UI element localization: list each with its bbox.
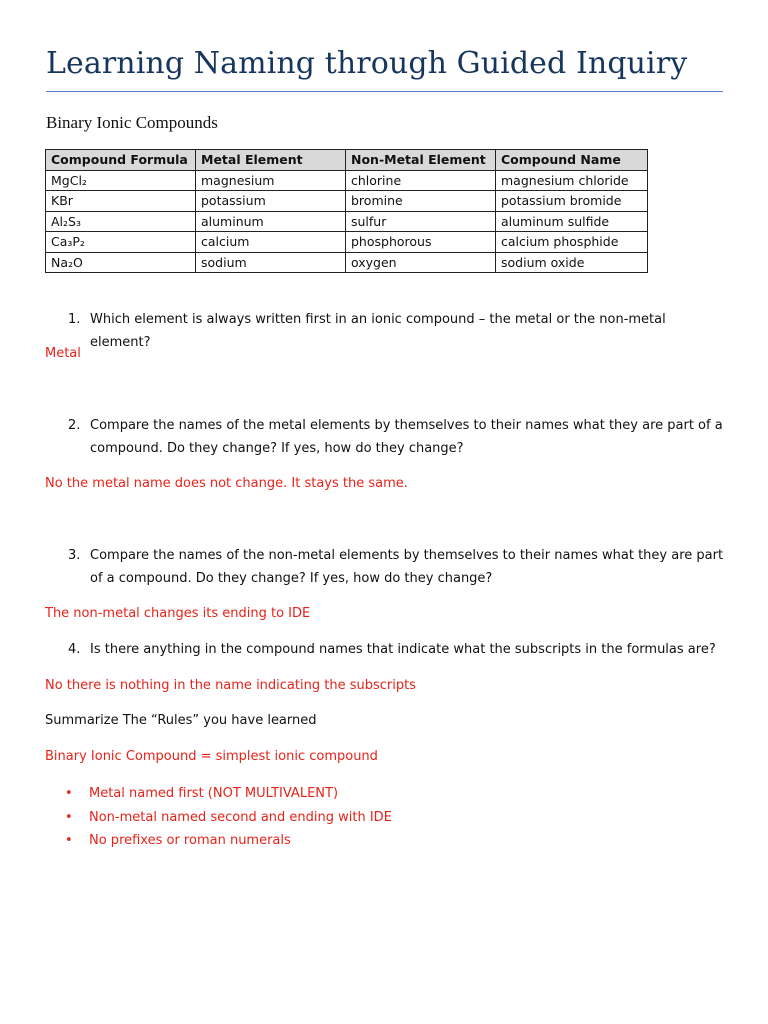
rules-list (45, 782, 392, 853)
metal-cell: magnesium (196, 170, 346, 191)
table-header-row (46, 150, 648, 171)
compound-name-cell: sodium oxide (496, 252, 648, 273)
bullet-icon: • (65, 809, 73, 825)
metal-cell: aluminum (196, 211, 346, 232)
compounds-table (45, 149, 648, 273)
column-header-compound-formula: Compound Formula (46, 150, 196, 171)
bullet-icon: • (65, 833, 73, 848)
title-underline (46, 91, 723, 92)
question-3-answer: The non-metal changes its ending to IDE (45, 606, 311, 621)
column-header-compound-name: Compound Name (496, 150, 648, 171)
compound-name-cell: aluminum sulfide (496, 211, 648, 232)
question-2-number: 2. (68, 418, 81, 433)
rule-text: Metal named first (NOT MULTIVALENT) (89, 786, 339, 801)
question-4-number: 4. (68, 642, 81, 657)
bullet-icon: • (65, 786, 73, 801)
question-4-text: Is there anything in the compound names that indicate what the subscripts in the formulas are? (90, 642, 716, 657)
question-1-text: Which element is always written first in an ionic compound – the metal or the non-metal element? (90, 312, 666, 350)
summary-prompt: Summarize The “Rules” you have learned (45, 713, 317, 728)
metal-cell: calcium (196, 232, 346, 253)
compound-name-cell: magnesium chloride (496, 170, 648, 191)
compound-name-cell: potassium bromide (496, 191, 648, 212)
question-4-answer: No there is nothing in the name indicating the subscripts (45, 678, 416, 693)
formula-cell: Ca₃P₂ (46, 232, 196, 253)
list-item (45, 782, 392, 806)
table-row (46, 211, 648, 232)
non-metal-cell: oxygen (346, 252, 496, 273)
non-metal-cell: bromine (346, 191, 496, 212)
formula-cell: Na₂O (46, 252, 196, 273)
column-header-non-metal-element: Non-Metal Element (346, 150, 496, 171)
non-metal-cell: phosphorous (346, 232, 496, 253)
formula-cell: MgCl₂ (46, 170, 196, 191)
column-header-metal-element: Metal Element (196, 150, 346, 171)
rule-text: Non-metal named second and ending with IDE (89, 809, 392, 825)
formula-cell: KBr (46, 191, 196, 212)
list-item (45, 829, 392, 853)
formula-cell: Al₂S₃ (46, 211, 196, 232)
table-row (46, 232, 648, 253)
list-item (45, 806, 392, 830)
summary-answer: Binary Ionic Compound = simplest ionic compound (45, 749, 378, 764)
table-row (46, 252, 648, 273)
question-3-text: Compare the names of the non-metal elements by themselves to their names what they are part of a compound. Do they change? If yes, how do they change? (90, 548, 724, 586)
question-3-number: 3. (68, 548, 81, 563)
question-2-text: Compare the names of the metal elements by themselves to their names what they are part of a compound. Do they change? If yes, how do they change? (90, 418, 723, 456)
table-row (46, 170, 648, 191)
question-2-answer: No the metal name does not change. It stays the same. (45, 476, 408, 491)
question-1-answer: Metal (45, 346, 81, 361)
question-1-number: 1. (68, 312, 81, 327)
table-row (46, 191, 648, 212)
metal-cell: sodium (196, 252, 346, 273)
compound-name-cell: calcium phosphide (496, 232, 648, 253)
section-heading: Binary Ionic Compounds (46, 113, 218, 132)
rule-text: No prefixes or roman numerals (89, 833, 291, 848)
page-title: Learning Naming through Guided Inquiry (46, 46, 688, 81)
non-metal-cell: sulfur (346, 211, 496, 232)
non-metal-cell: chlorine (346, 170, 496, 191)
metal-cell: potassium (196, 191, 346, 212)
